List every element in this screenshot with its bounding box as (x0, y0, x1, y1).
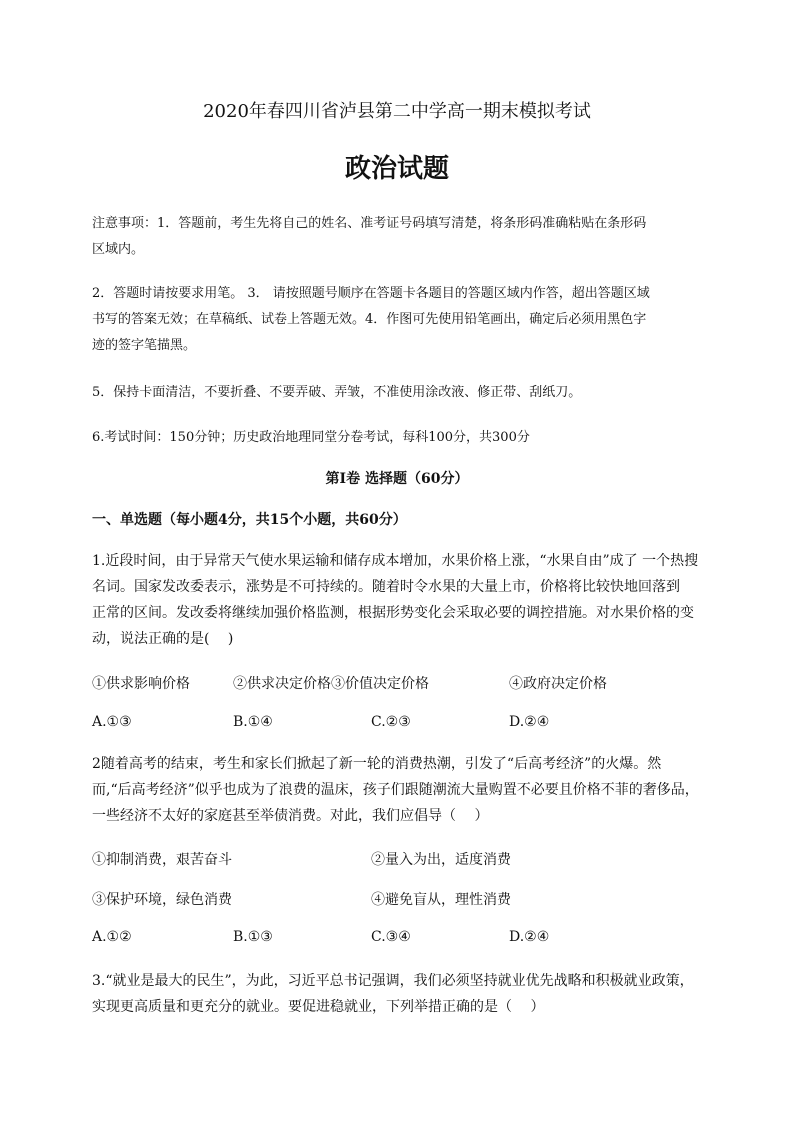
question-2-items-row-2 (92, 889, 712, 911)
notes-line: 书写的答案无效；在草稿纸、试卷上答题无效。4．作图可先使用铅笔画出，确定后必须用黑色字 (92, 312, 647, 327)
choice-d: D.②④ (509, 929, 550, 945)
item: ①供求影响价格 (92, 676, 190, 692)
notes-line: 注意事项：1．答题前，考生先将自己的姓名、准考证号码填写清楚，将条形码准确粘贴在条形码 (92, 216, 647, 231)
item: ②供求决定价格③价值决定价格 (233, 676, 429, 692)
stem-line: 动，说法正确的是( ) (92, 631, 234, 647)
stem-line: 一些经济不太好的家庭甚至举债消费。对此，我们应倡导（ ） (92, 808, 489, 824)
question-1-stem (92, 548, 712, 652)
stem-line: 2随着高考的结束，考生和家长们掀起了新一轮的消费热潮，引发了“后高考经济”的火爆。然 (92, 756, 662, 772)
notes-block-2 (92, 281, 712, 359)
exam-title: 2020年春四川省泸县第二中学高一期末模拟考试 (203, 101, 591, 122)
choice-a: A.①③ (92, 714, 132, 730)
question-1-items (92, 673, 712, 695)
notes-line: 2．答题时请按要求用笔。 3． 请按照题号顺序在答题卡各题目的答题区域内作答，超出答题区域 (92, 286, 650, 301)
question-3-stem (92, 968, 712, 1020)
stem-line: 名词。国家发改委表示，涨势是不可持续的。随着时令水果的大量上市，价格将比较快地回落到 (92, 579, 680, 595)
question-2-choices (92, 929, 712, 951)
choice-a: A.①② (92, 929, 132, 945)
item: ④政府决定价格 (509, 676, 607, 692)
choice-c: C.③④ (371, 929, 411, 945)
notes-line: 5．保持卡面清洁，不要折叠、不要弄破、弄皱，不准使用涂改液、修正带、刮纸刀。 (92, 385, 582, 400)
item: ②量入为出，适度消费 (371, 852, 511, 868)
choice-b: B.①③ (233, 929, 273, 945)
question-2-items-row-1 (92, 849, 712, 871)
section-title: 一、单选题（每小题4分，共15个小题，共60分） (92, 512, 407, 528)
stem-line: 1.近段时间，由于异常天气使水果运输和储存成本增加，水果价格上涨，“水果自由”成了 一个热搜 (92, 553, 699, 569)
notes-line: 区域内。 (92, 242, 145, 257)
choice-c: C.②③ (371, 714, 411, 730)
item: ③保护环境，绿色消费 (92, 892, 232, 908)
item: ④避免盲从，理性消费 (371, 892, 511, 908)
stem-line: 3.“就业是最大的民生”，为此，习近平总书记强调，我们必须坚持就业优先战略和积极就业政策， (92, 973, 694, 989)
choice-b: B.①④ (233, 714, 273, 730)
notes-line: 6.考试时间：150分钟；历史政治地理同堂分卷考试，每科100分，共300分 (92, 430, 530, 445)
stem-line: 而,“后高考经济”似乎也成为了浪费的温床，孩子们跟随潮流大量购置不必要且价格不菲的奢侈品， (92, 782, 699, 798)
choice-d: D.②④ (509, 714, 550, 730)
question-2-stem (92, 751, 712, 829)
question-1-choices (92, 714, 712, 736)
part-title: 第Ⅰ卷 选择题（60分） (325, 471, 469, 487)
notes-block-1 (92, 211, 712, 263)
item: ①抑制消费，艰苦奋斗 (92, 852, 232, 868)
stem-line: 实现更高质量和更充分的就业。要促进稳就业，下列举措正确的是（ ） (92, 999, 545, 1015)
stem-line: 正常的区间。发改委将继续加强价格监测，根据形势变化会采取必要的调控措施。对水果价格的变 (92, 605, 694, 621)
subject-title: 政治试题 (344, 154, 449, 184)
notes-line: 迹的签字笔描黑。 (92, 338, 197, 353)
